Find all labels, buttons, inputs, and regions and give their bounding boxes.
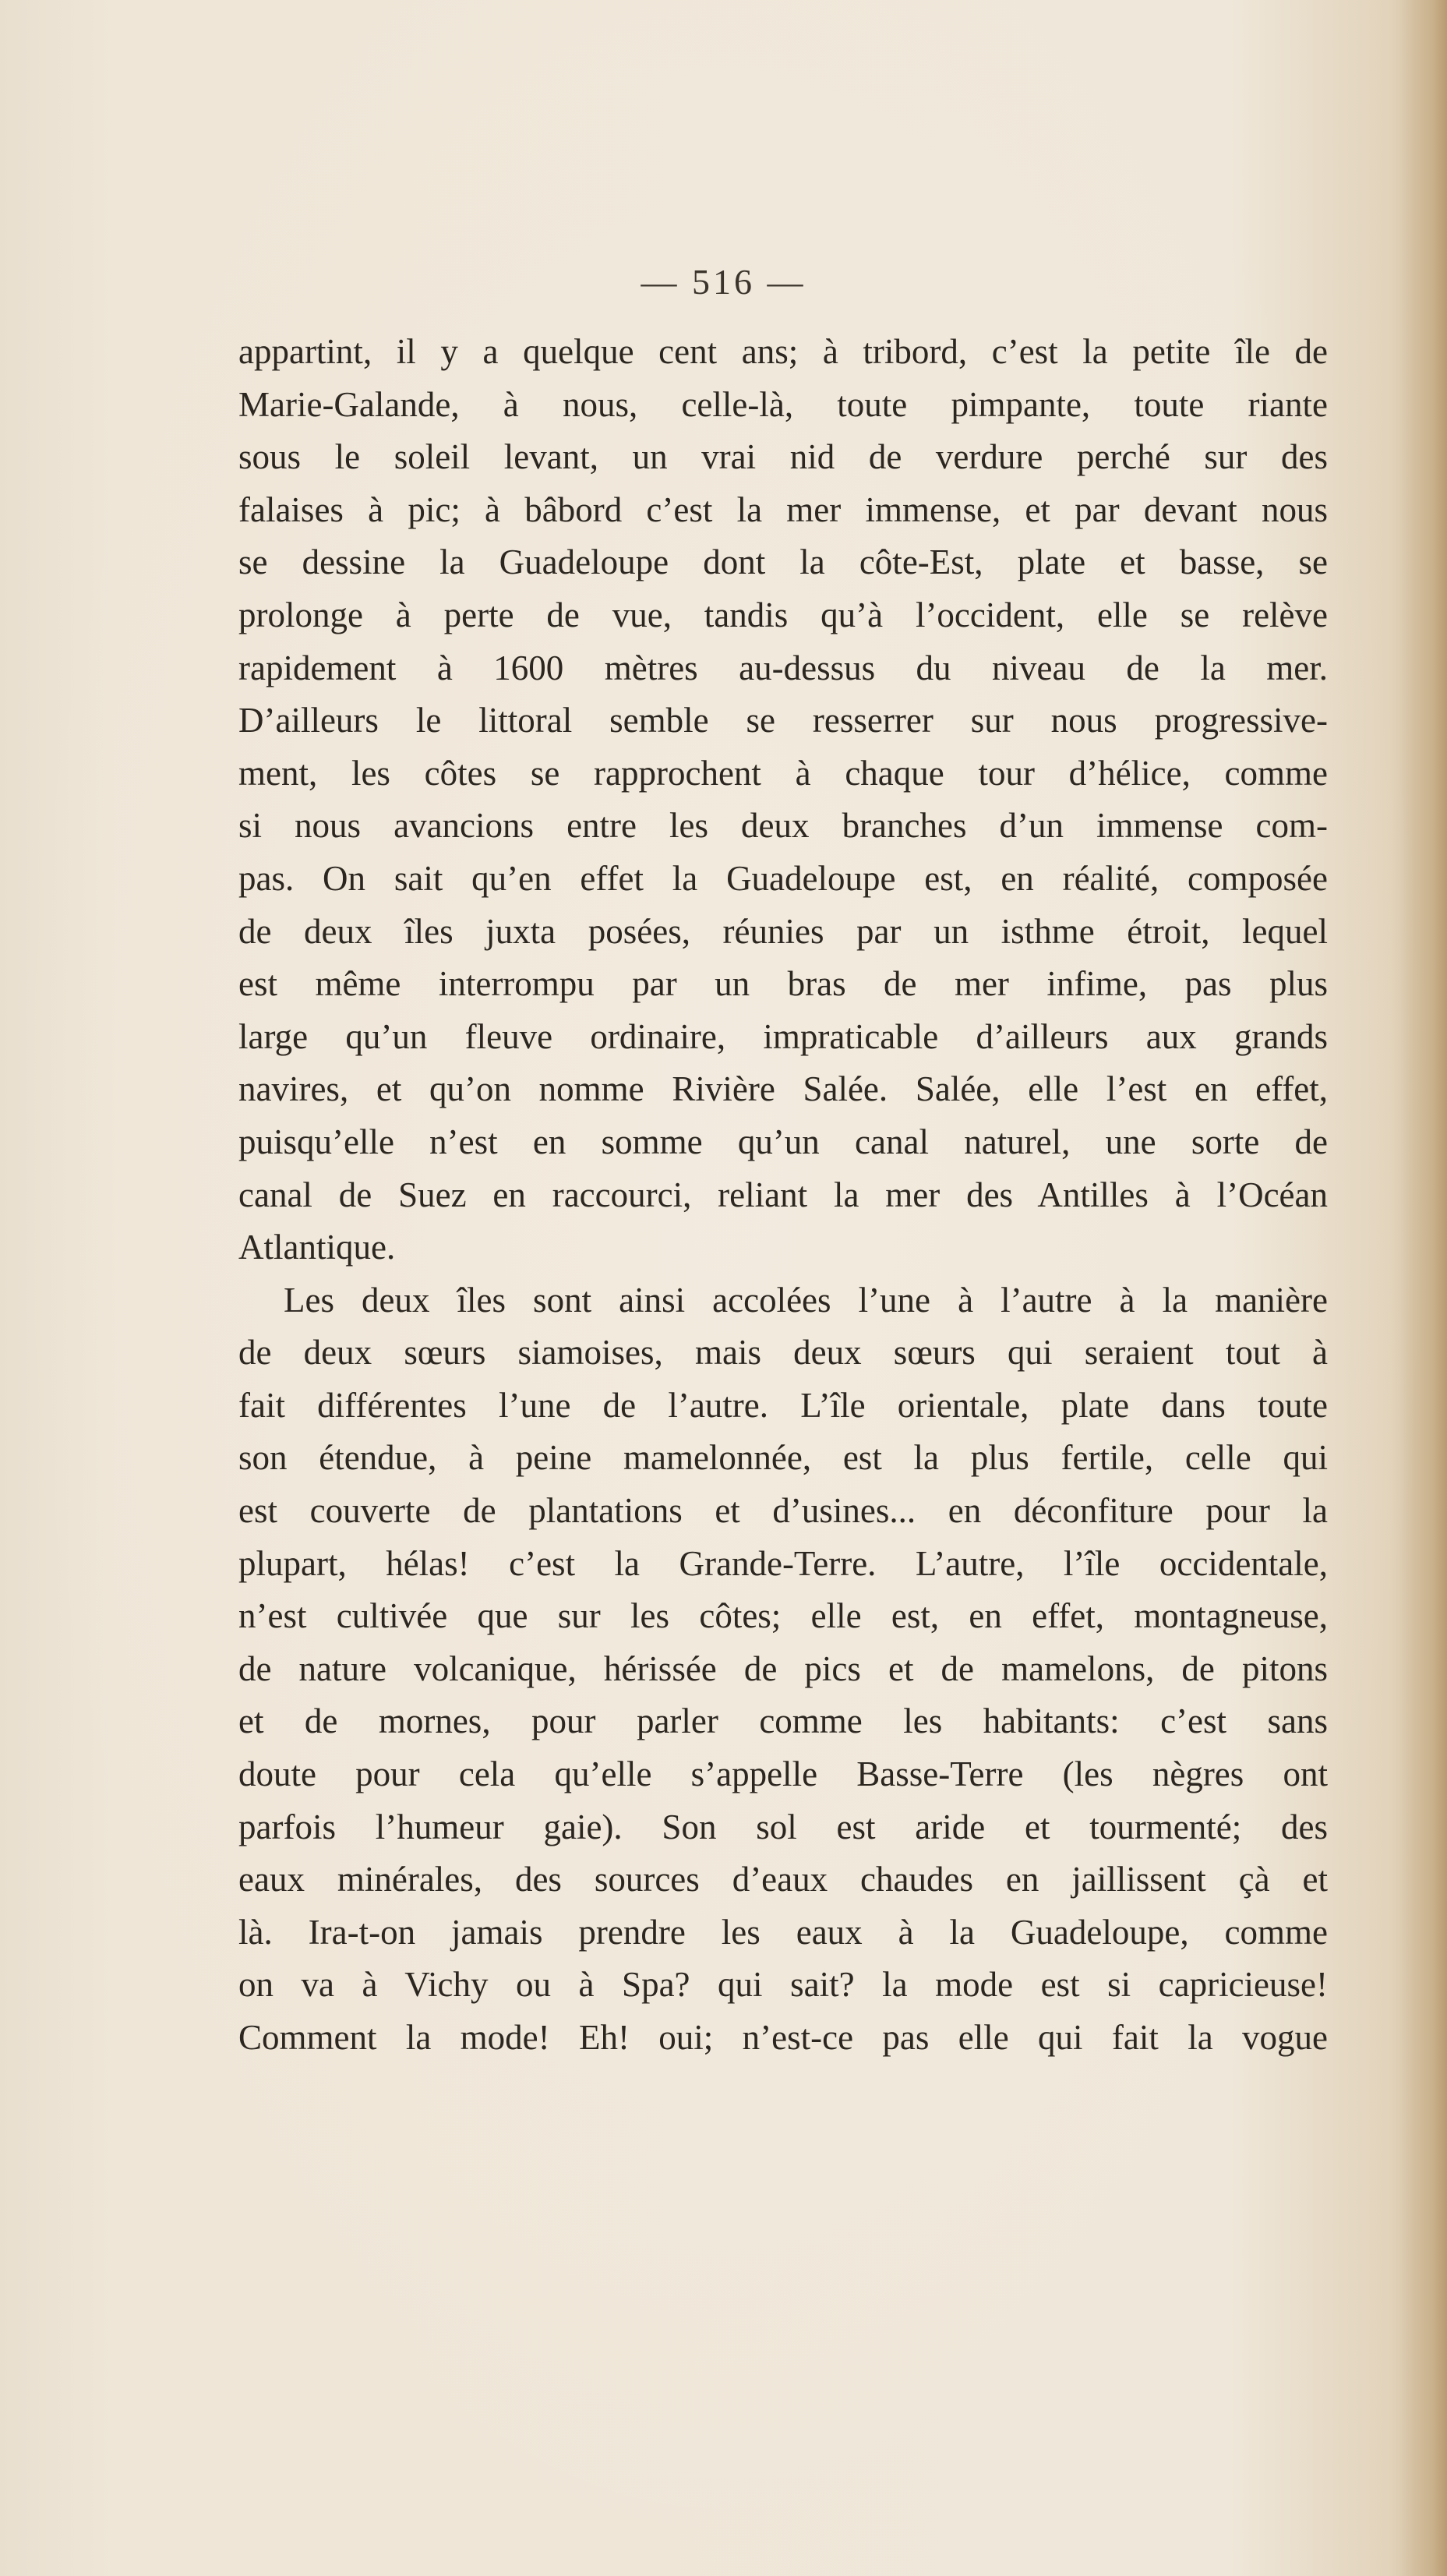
- text-line: D’ailleurs le littoral semble se resserrer sur nous progressive-: [238, 701, 1328, 740]
- text-line: fait différentes l’une de l’autre. L’île orientale, plate dans toute: [238, 1385, 1328, 1425]
- text-line: ment, les côtes se rapprochent à chaque tour d’hélice, comme: [238, 753, 1328, 793]
- text-line: Les deux îles sont ainsi accolées l’une à l’autre à la manière: [284, 1280, 1328, 1320]
- text-line: se dessine la Guadeloupe dont la côte-Est, plate et basse, se: [238, 542, 1328, 582]
- text-line: appartint, il y a quelque cent ans; à tribord, c’est la petite île de: [238, 332, 1328, 371]
- text-line: de nature volcanique, hérissée de pics et de mamelons, de pitons: [238, 1648, 1328, 1688]
- text-line: eaux minérales, des sources d’eaux chaudes en jaillissent çà et: [238, 1860, 1328, 1899]
- text-line: puisqu’elle n’est en somme qu’un canal naturel, une sorte de: [238, 1122, 1328, 1161]
- page-number: — 516 —: [641, 262, 806, 302]
- text-line: Marie-Galande, à nous, celle-là, toute pimpante, toute riante: [238, 384, 1328, 424]
- text-line: rapidement à 1600 mètres au-dessus du niveau de la mer.: [238, 648, 1328, 687]
- text-line: et de mornes, pour parler comme les habitants: c’est sans: [238, 1701, 1328, 1741]
- text-line: pas. On sait qu’en effet la Guadeloupe est, en réalité, composée: [238, 858, 1328, 898]
- text-line: parfois l’humeur gaie). Son sol est aride et tourmenté; des: [238, 1807, 1328, 1846]
- text-line: sous le soleil levant, un vrai nid de verdure perché sur des: [238, 437, 1328, 477]
- text-line: canal de Suez en raccourci, reliant la mer des Antilles à l’Océan: [238, 1175, 1328, 1214]
- text-line: si nous avancions entre les deux branches d’un immense com-: [238, 806, 1328, 846]
- body-text: [238, 326, 1328, 2065]
- text-line: doute pour cela qu’elle s’appelle Basse-Terre (les nègres ont: [238, 1754, 1328, 1794]
- text-line: de deux sœurs siamoises, mais deux sœurs qui seraient tout à: [238, 1333, 1328, 1373]
- text-line: est couverte de plantations et d’usines... en déconfiture pour la: [238, 1491, 1328, 1531]
- text-line: on va à Vichy ou à Spa? qui sait? la mode est si capricieuse!: [238, 1965, 1328, 2005]
- text-line: prolonge à perte de vue, tandis qu’à l’occident, elle se relève: [238, 595, 1328, 634]
- page-edge-stain: [1400, 0, 1447, 2576]
- text-line: navires, et qu’on nomme Rivière Salée. Salée, elle l’est en effet,: [238, 1069, 1328, 1109]
- text-line: large qu’un fleuve ordinaire, impraticable d’ailleurs aux grands: [238, 1016, 1328, 1056]
- text-line: est même interrompu par un bras de mer infime, pas plus: [238, 964, 1328, 1004]
- text-line: Atlantique.: [238, 1228, 396, 1267]
- text-line: falaises à pic; à bâbord c’est la mer immense, et par devant nous: [238, 489, 1328, 529]
- text-line: Comment la mode! Eh! oui; n’est-ce pas elle qui fait la vogue: [238, 2018, 1328, 2057]
- text-line: plupart, hélas! c’est la Grande-Terre. L’autre, l’île occidentale,: [238, 1543, 1328, 1583]
- text-line: là. Ira-t-on jamais prendre les eaux à la Guadeloupe, comme: [238, 1912, 1328, 1952]
- text-line: de deux îles juxta posées, réunies par un isthme étroit, lequel: [238, 911, 1328, 951]
- text-line: n’est cultivée que sur les côtes; elle est, en effet, montagneuse,: [238, 1596, 1328, 1636]
- text-line: son étendue, à peine mamelonnée, est la plus fertile, celle qui: [238, 1438, 1328, 1478]
